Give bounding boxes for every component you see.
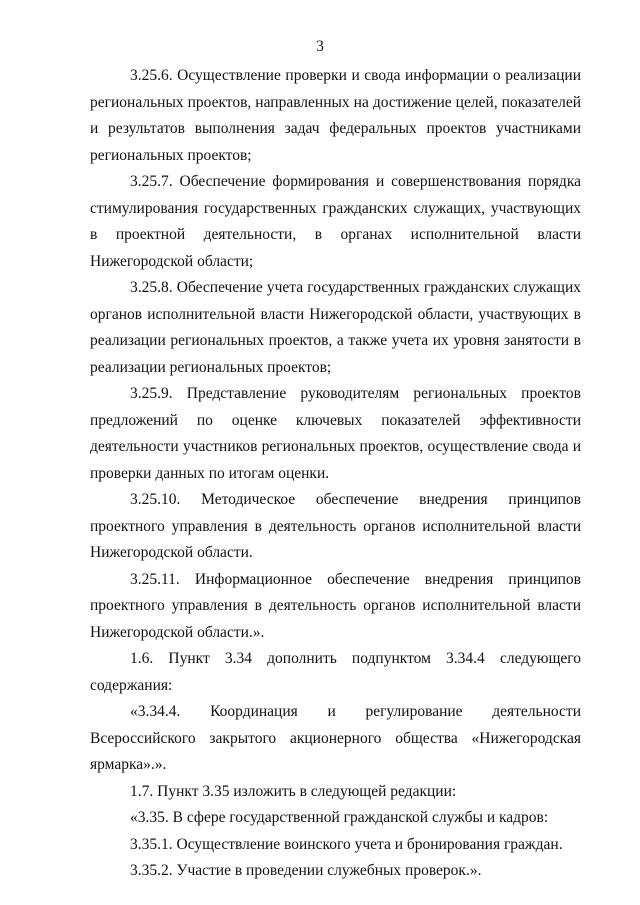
page-number: 3 bbox=[316, 38, 324, 55]
paragraph-3-35-1: 3.35.1. Осуществление воинского учета и бронирования граждан. bbox=[130, 835, 563, 853]
paragraph-3-25-8: 3.25.8. Обеспечение учета государственных гражданских служащих органов исполнительной власти Нижегородской области, участвующих в реализации региональных проектов, а также учета их уровня занятости в реализации региональных проектов; bbox=[90, 279, 581, 376]
paragraph-3-25-6: 3.25.6. Осуществление проверки и свода информации о реализации региональных проектов, направленных на достижение целей, показателей и результатов выполнения задач федеральных проектов участниками региональных проектов; bbox=[90, 67, 581, 164]
paragraph-3-25-7: 3.25.7. Обеспечение формирования и совершенствования порядка стимулирования государственных гражданских служащих, участвующих в проектной деятельности, в органах исполнительной власти Нижегородской области; bbox=[90, 173, 581, 270]
paragraph-1-6: 1.6. Пункт 3.34 дополнить подпунктом 3.34.4 следующего содержания: bbox=[90, 650, 581, 694]
document-body bbox=[90, 63, 581, 885]
paragraph-3-25-11: 3.25.11. Информационное обеспечение внедрения принципов проектного управления в деятельность органов исполнительной власти Нижегородской области.». bbox=[90, 570, 581, 641]
paragraph-3-25-10: 3.25.10. Методическое обеспечение внедрения принципов проектного управления в деятельность органов исполнительной власти Нижегородской области. bbox=[90, 491, 581, 561]
paragraph-3-34-4: «3.34.4. Координация и регулирование деятельности Всероссийского закрытого акционерного общества «Нижегородская ярмарка».». bbox=[90, 703, 581, 773]
paragraph-1-7: 1.7. Пункт 3.35 изложить в следующей редакции: bbox=[130, 782, 457, 800]
paragraph-3-35: «3.35. В сфере государственной гражданской службы и кадров: bbox=[130, 809, 549, 826]
paragraph-3-35-2: 3.35.2. Участие в проведении служебных проверок.». bbox=[130, 862, 482, 879]
paragraph-3-25-9: 3.25.9. Представление руководителям региональных проектов предложений по оценке ключевых показателей эффективности деятельности участников региональных проектов, осуществление свода и проверки данных по итогам оценки. bbox=[90, 385, 581, 482]
